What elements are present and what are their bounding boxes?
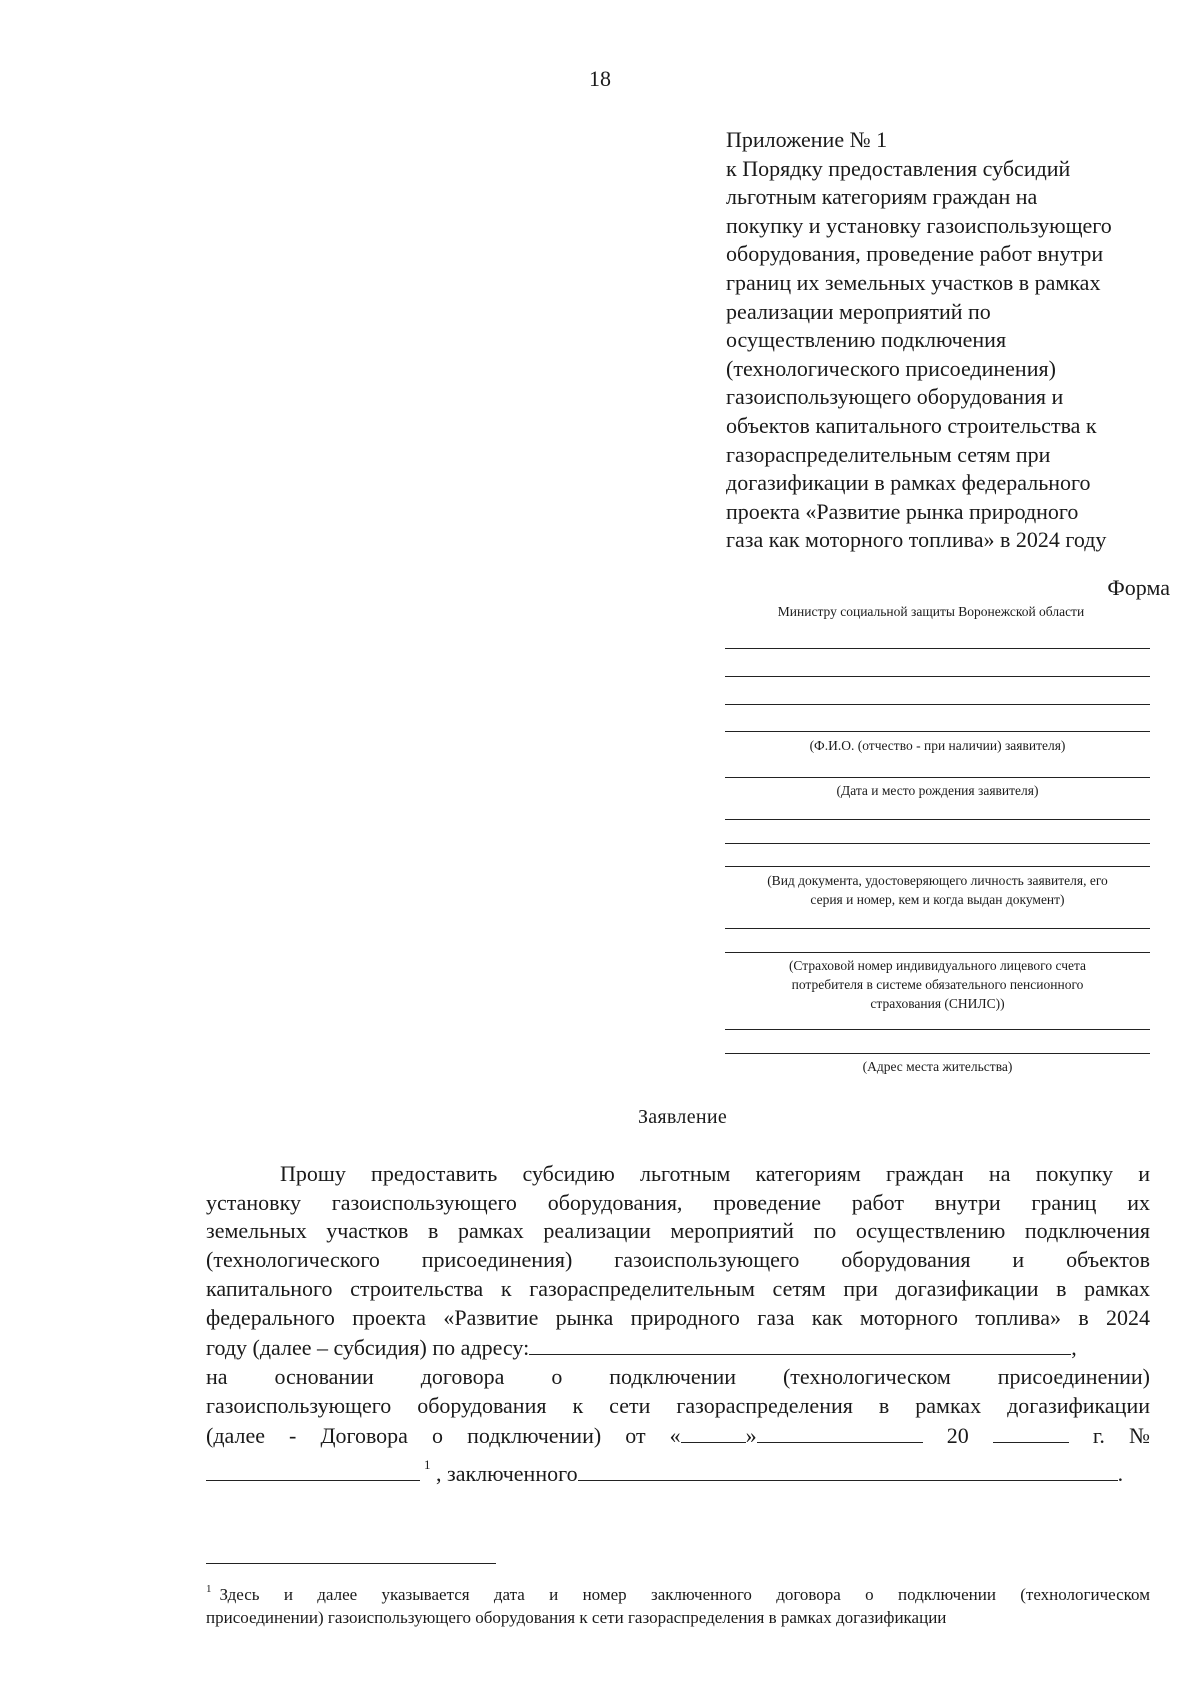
snils-line[interactable] (725, 952, 1150, 953)
snils-caption-line: потребителя в системе обязательного пенсионного (791, 977, 1084, 992)
appendix-line: газоиспользующего оборудования и (726, 384, 1064, 410)
statement-line: (технологического присоединения) газоиспользующего оборудования и объектов (206, 1247, 1150, 1273)
birth-line[interactable] (725, 777, 1150, 778)
addressee-ministry: Министру социальной защиты Воронежской области (777, 604, 1085, 619)
appendix-line: (технологического присоединения) (726, 355, 1056, 381)
appendix-line: реализации мероприятий по (726, 298, 991, 324)
footnote-line: присоединении) газоиспользующего оборудования к сети газораспределения в рамках догазификации (206, 1608, 947, 1627)
address-comma: , (1071, 1335, 1077, 1361)
contract-quote-close: » (745, 1423, 757, 1449)
contract-number-field[interactable] (206, 1458, 420, 1481)
birth-caption: (Дата и место рождения заявителя) (836, 783, 1039, 798)
address-label: году (далее – субсидия) по адресу: (206, 1335, 530, 1361)
fio-line[interactable] (725, 731, 1150, 732)
snils-caption-line: (Страховой номер индивидуального лицевого счета (788, 958, 1087, 973)
address-line[interactable] (725, 1053, 1150, 1054)
appendix-line: оборудования, проведение работ внутри (726, 241, 1104, 267)
fio-line[interactable] (725, 704, 1150, 705)
concluded-with-field[interactable] (578, 1458, 1118, 1481)
statement-line-concluded (206, 1451, 1150, 1489)
page-number: 18 (589, 66, 611, 91)
footnote-text: Здесь и далее указывается дата и номер заключенного договора о подключении (технологическом (219, 1585, 1150, 1604)
fio-line[interactable] (725, 676, 1150, 677)
contract-day-field[interactable] (681, 1420, 746, 1443)
address-caption: (Адрес места жительства) (862, 1059, 1013, 1074)
appendix-line: льготным категориям граждан на (726, 184, 1038, 210)
footnote-line (206, 1578, 1150, 1606)
snils-caption-line: страхования (СНИЛС)) (870, 996, 1005, 1011)
statement-line: установку газоиспользующего оборудования, проведение работ внутри границ их (206, 1189, 1150, 1215)
appendix-line: границ их земельных участков в рамках (726, 269, 1101, 295)
appendix-line: к Порядку предоставления субсидий (726, 155, 1071, 181)
statement-line-address (206, 1332, 1150, 1363)
footnote-reference: 1 (424, 1457, 431, 1473)
address-field[interactable] (529, 1332, 1071, 1355)
fio-line[interactable] (725, 648, 1150, 649)
statement-line: газоиспользующего оборудования к сети газораспределения в рамках догазификации (206, 1392, 1150, 1418)
document-caption-line: серия и номер, кем и когда выдан документ) (810, 892, 1065, 907)
concluded-label: , заключенного (436, 1461, 578, 1487)
appendix-line: газа как моторного топлива» в 2024 году (726, 527, 1107, 553)
statement-line-contract-date (206, 1420, 1150, 1451)
appendix-line: покупку и установку газоиспользующего (726, 212, 1112, 238)
footnote-divider (206, 1563, 496, 1564)
fio-caption: (Ф.И.О. (отчество - при наличии) заявителя) (809, 738, 1066, 753)
contract-date-label: (далее - Договора о подключении) от « (206, 1423, 681, 1449)
snils-caption (725, 956, 1150, 1013)
form-label: Форма (1107, 575, 1170, 600)
concluded-period: . (1117, 1461, 1124, 1487)
appendix-line: проекта «Развитие рынка природного (726, 498, 1079, 524)
footnote (206, 1578, 1150, 1629)
document-caption-line: (Вид документа, удостоверяющего личность заявителя, его (767, 873, 1108, 888)
contract-number-label: г. № (1092, 1423, 1150, 1449)
statement-line: Прошу предоставить субсидию льготным категориям граждан на покупку и (280, 1161, 1150, 1186)
contract-month-field[interactable] (757, 1420, 923, 1443)
statement-line: земельных участков в рамках реализации мероприятий по осуществлению подключения (206, 1218, 1150, 1244)
document-line[interactable] (725, 866, 1150, 867)
document-caption (725, 871, 1150, 909)
appendix-line: газораспределительным сетям при (726, 441, 1051, 467)
statement-line: капитального строительства к газораспределительным сетям при догазификации в рамках (206, 1275, 1150, 1301)
statement-title: Заявление (637, 1106, 728, 1128)
appendix-header (726, 126, 1176, 555)
document-line[interactable] (725, 843, 1150, 844)
contract-year-prefix: 20 (946, 1423, 969, 1449)
appendix-line: Приложение № 1 (726, 127, 888, 152)
statement-line: федерального проекта «Развитие рынка природного газа как моторного топлива» в 2024 (206, 1304, 1150, 1330)
contract-year-field[interactable] (993, 1420, 1069, 1443)
appendix-line: объектов капитального строительства к (726, 412, 1097, 438)
appendix-line: осуществлению подключения (726, 327, 1007, 353)
footnote-mark: 1 (206, 1583, 212, 1595)
statement-body (206, 1160, 1150, 1489)
statement-line: на основании договора о подключении (технологическом присоединении) (206, 1363, 1150, 1389)
address-line[interactable] (725, 1029, 1150, 1030)
appendix-line: догазификации в рамках федерального (726, 470, 1091, 496)
document-line[interactable] (725, 819, 1150, 820)
snils-line[interactable] (725, 928, 1150, 929)
